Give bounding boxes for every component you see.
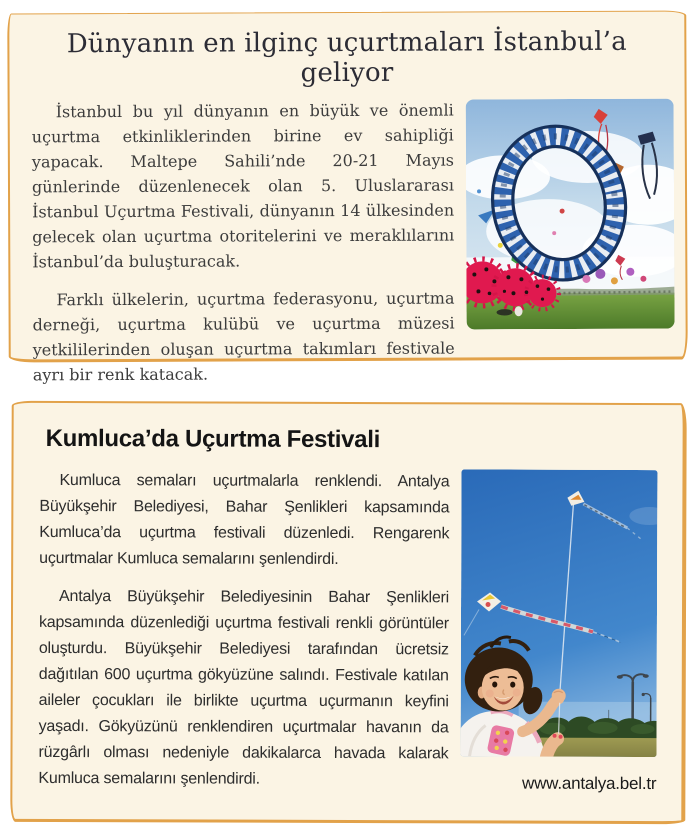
article1-paragraph-1: İstanbul bu yıl dünyanın en büyük ve önemli uçurtma etkinliklerinden birine ev sahipliği yapacak. Maltepe Sahili’nde 20-21 Mayıs günlerinde düzenlenecek olan 5. Uluslararası İstanbul Uçurtma Festivali, dünyanın 14 ülkesinden gelecek olan uçurtma otoritelerini ve meraklılarını İstanbul’da buluşturacak. xyxy=(31,100,455,272)
article2-paragraph-1: Kumluca semaları uçurtmalarla renklendi. Antalya Büyükşehir Belediyesi, Bahar Şenlikleri kapsamında Kumluca’da uçurtma festivali düzenledi. Rengarenk uçurtmalar Kumluca semalarını şenlendirdi. xyxy=(39,471,450,568)
article2-paragraph-2: Antalya Büyükşehir Belediyesinin Bahar Şenlikleri kapsamında düzenlediği uçurtma festivali renkli görüntüler oluşturdu. Büyükşehir Belediyesi tarafından ücretsiz dağıtılan 600 uçurtma gökyüzüne salındı. Festivale katılan aileler çocukları ile birlikte uçurtma uçurmanın keyfini yaşadı. Gökyüzünü renklendiren uçurtmalar havanın da rüzgârlı olması nedeniyle dakikalarca havada kalarak Kumluca semalarını şenlendirdi. xyxy=(38,587,450,788)
kite-festival-illustration xyxy=(466,99,675,330)
article2-title: Kumluca’da Uçurtma Festivali xyxy=(45,424,381,454)
article-card-istanbul xyxy=(7,11,688,385)
article1-content xyxy=(10,97,686,426)
white-sack xyxy=(515,306,523,316)
article2-photo-column xyxy=(460,469,657,806)
article2-text-column xyxy=(38,468,449,805)
article2-content xyxy=(12,468,682,806)
girl-with-kite-illustration xyxy=(460,469,657,757)
kumluca-girl-kite-photo xyxy=(460,469,657,757)
article2-source-url: www.antalya.bel.tr xyxy=(522,773,657,794)
article1-text-column xyxy=(32,98,455,426)
article1-paragraph-2: Farklı ülkelerin, uçurtma federasyonu, uçurtma derneği, uçurtma kulübü ve uçurtma müzesi yetkililerinden oluşan uçurtma takımları festivale ayrı bir renk katacak. xyxy=(32,288,455,385)
istanbul-kite-festival-photo xyxy=(466,99,675,330)
article-card-kumluca xyxy=(10,401,686,824)
article1-title: Dünyanın en ilginç uçurtmaları İstanbul’a geliyor xyxy=(66,26,627,89)
